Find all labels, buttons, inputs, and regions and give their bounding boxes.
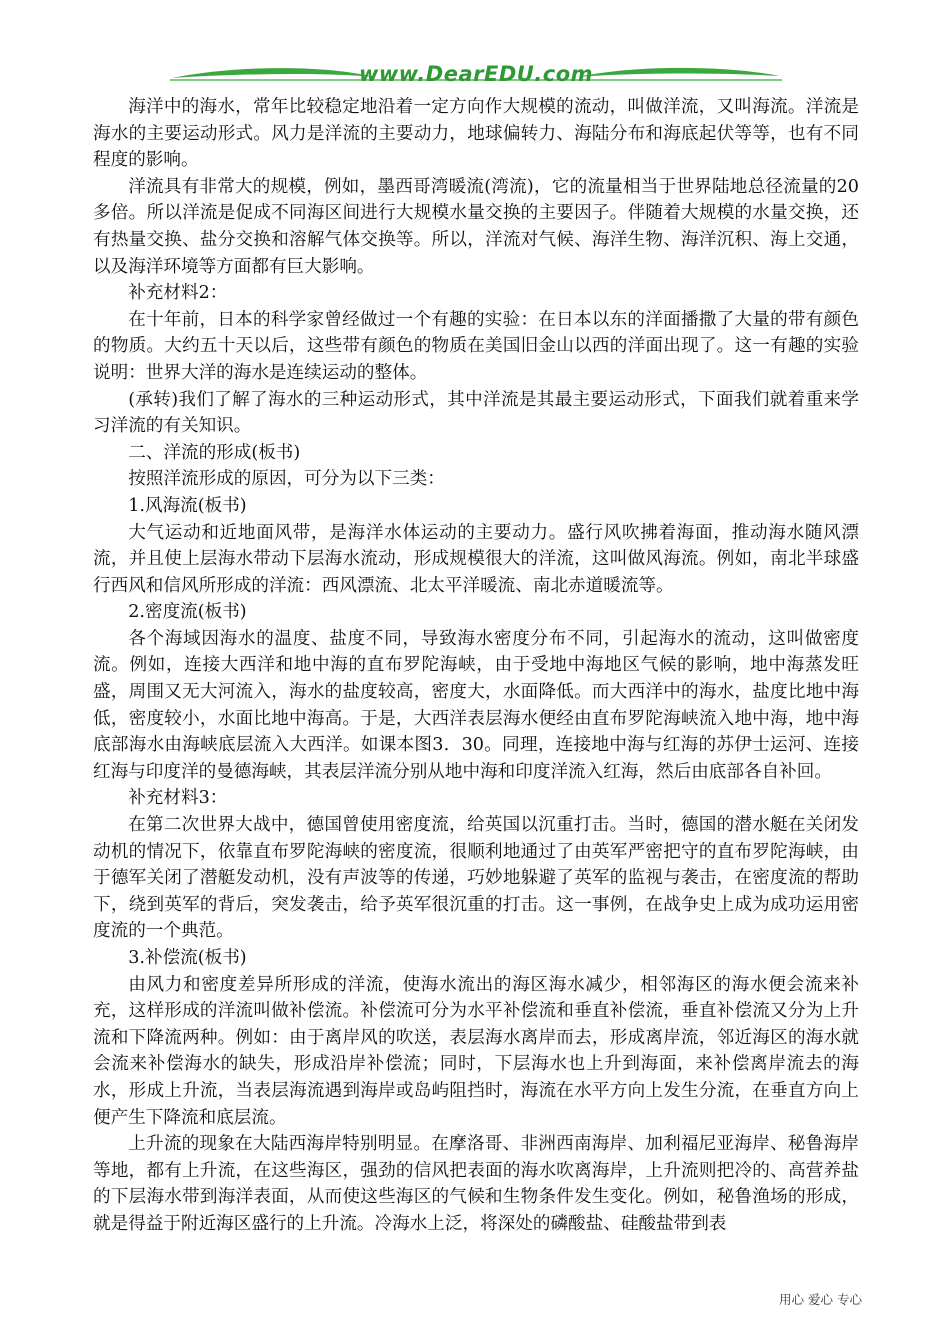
document-body [93,94,859,1238]
section-heading: 二、洋流的形成(板书) [128,442,301,463]
body-paragraph: 由风力和密度差异所形成的洋流，使海水流出的海区海水减少，相邻海区的海水便会流来补充，这样形成的洋流叫做补偿流。补偿流可分为水平补偿流和垂直补偿流，垂直补偿流又分为上升流和下降流两种。例如：由于离岸风的吹送，表层海水离岸而去，形成离岸流，邻近海区的海水就会流来补偿海水的缺失，形成沿岸补偿流；同时，下层海水也上升到海面，来补偿离岸流去的海水，形成上升流，当表层海流遇到海岸或岛屿阻挡时，海流在水平方向上发生分流，在垂直方向上便产生下降流和底层流。 [93,974,859,1128]
body-paragraph: 海洋中的海水，常年比较稳定地沿着一定方向作大规模的流动，叫做洋流，又叫海流。洋流是海水的主要运动形式。风力是洋流的主要动力，地球偏转力、海陆分布和海底起伏等等，也有不同程度的影响。 [93,97,859,171]
body-paragraph: 各个海域因海水的温度、盐度不同，导致海水密度分布不同，引起海水的流动，这叫做密度流。例如，连接大西洋和地中海的直布罗陀海峡，由于受地中海地区气候的影响，地中海蒸发旺盛，周围又无大河流入，海水的盐度较高，密度大，水面降低。而大西洋中的海水，盐度比地中海低，密度较小，水面比地中海高。于是，大西洋表层海水便经由直布罗陀海峡流入地中海，地中海底部海水由海峡底层流入大西洋。如课本图3．30。同理，连接地中海与红海的苏伊士运河、连接红海与印度洋的曼德海峡，其表层洋流分别从地中海和印度洋流入红海，然后由底部各自补回。 [93,628,859,782]
body-paragraph: 在十年前，日本的科学家曾经做过一个有趣的实验：在日本以东的洋面播撒了大量的带有颜色的物质。大约五十天以后，这些带有颜色的物质在美国旧金山以西的洋面出现了。这一有趣的实验说明：世界大洋的海水是连续运动的整体。 [93,309,859,383]
site-brand-text: www.DearEDU.com [358,62,594,86]
subsection-heading: 2.密度流(板书) [128,602,247,623]
body-paragraph: 按照洋流形成的原因，可分为以下三类： [128,469,445,490]
section-label: 补充材料2： [128,283,228,304]
body-paragraph: (承转)我们了解了海水的三种运动形式，其中洋流是其最主要运动形式，下面我们就着重来学习洋流的有关知识。 [93,389,859,437]
body-paragraph: 上升流的现象在大陆西海岸特别明显。在摩洛哥、非洲西南海岸、加利福尼亚海岸、秘鲁海岸等地，都有上升流，在这些海区，强劲的信风把表面的海水吹离海岸，上升流则把冷的、高营养盐的下层海水带到海洋表面，从而使这些海区的气候和生物条件发生变化。例如，秘鲁渔场的形成，就是得益于附近海区盛行的上升流。冷海水上泛，将深处的磷酸盐、硅酸盐带到表 [93,1134,859,1234]
page-footer: 用心 爱心 专心 [779,1292,862,1307]
body-paragraph: 洋流具有非常大的规模，例如，墨西哥湾暖流(湾流)，它的流量相当于世界陆地总径流量的20多倍。所以洋流是促成不同海区间进行大规模水量交换的主要因子。伴随着大规模的水量交换，还有热量交换、盐分交换和溶解气体交换等。所以，洋流对气候、海洋生物、海洋沉积、海上交通，以及海洋环境等方面都有巨大影响。 [93,176,859,277]
site-header-banner [170,58,782,92]
body-paragraph: 在第二次世界大战中，德国曾使用密度流，给英国以沉重打击。当时，德国的潜水艇在关闭发动机的情况下，依靠直布罗陀海峡的密度流，很顺利地通过了由英军严密把守的直布罗陀海峡，由于德军关闭了潜艇发动机，没有声波等的传递，巧妙地躲避了英军的监视与袭击，在密度流的帮助下，绕到英军的背后，突发袭击，给予英军很沉重的打击。这一事例，在战争史上成为成功运用密度流的一个典范。 [93,815,859,942]
subsection-heading: 3.补偿流(板书) [128,948,247,968]
subsection-heading: 1.风海流(板书) [128,495,247,516]
body-paragraph: 大气运动和近地面风带，是海洋水体运动的主要动力。盛行风吹拂着海面，推动海水随风漂流，并且使上层海水带动下层海水流动，形成规模很大的洋流，这叫做风海流。例如，南北半球盛行西风和信风所形成的洋流：西风漂流、北太平洋暖流、南北赤道暖流等。 [93,522,859,596]
section-label: 补充材料3： [128,788,228,809]
